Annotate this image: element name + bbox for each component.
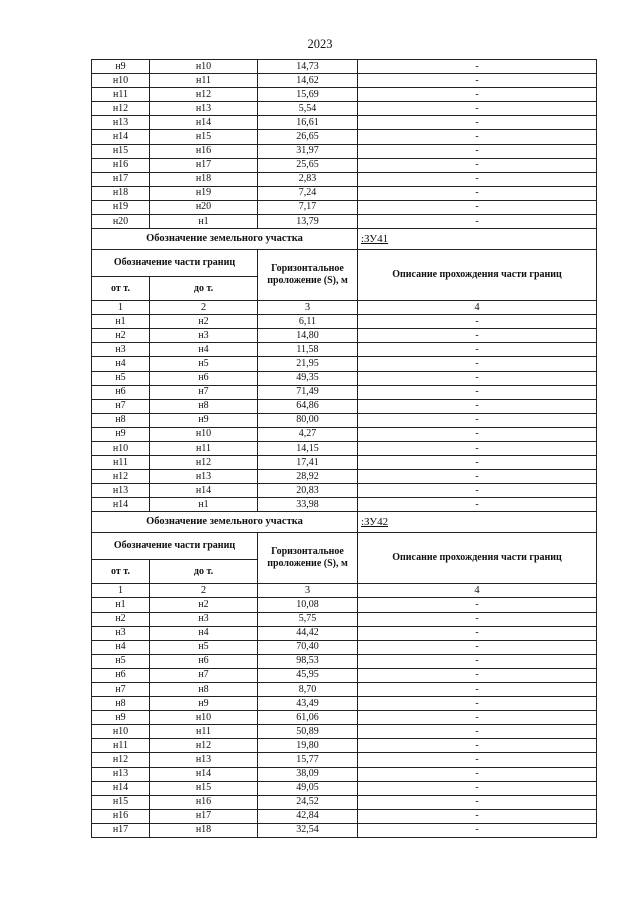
description-cell: -	[358, 781, 597, 795]
table-row	[92, 315, 597, 329]
from-point-cell: н12	[92, 102, 150, 116]
distance-cell: 21,95	[258, 357, 358, 371]
to-point-cell: н5	[150, 357, 258, 371]
distance-cell: 20,83	[258, 484, 358, 498]
horizontal-distance-header: Горизонтальное проложение (S), м	[258, 250, 358, 301]
from-point-cell: н7	[92, 399, 150, 413]
header-row	[92, 250, 597, 277]
page-number: 2023	[307, 37, 333, 51]
from-point-cell: н14	[92, 130, 150, 144]
from-point-cell: н12	[92, 470, 150, 484]
to-point-cell: н7	[150, 385, 258, 399]
table-row	[92, 60, 597, 74]
table-row	[92, 725, 597, 739]
table-row	[92, 74, 597, 88]
distance-cell: 14,62	[258, 74, 358, 88]
from-point-cell: н9	[92, 427, 150, 441]
parcel-title-row	[92, 229, 597, 250]
parcel-title-row	[92, 512, 597, 533]
distance-cell: 26,65	[258, 130, 358, 144]
distance-cell: 33,98	[258, 498, 358, 512]
from-point-cell: н16	[92, 158, 150, 172]
description-cell: -	[358, 74, 597, 88]
to-point-cell: н12	[150, 88, 258, 102]
distance-cell: 2,83	[258, 172, 358, 186]
from-point-cell: н2	[92, 329, 150, 343]
description-header: Описание прохождения части границ	[358, 250, 597, 301]
distance-cell: 31,97	[258, 144, 358, 158]
part-boundary-header: Обозначение части границ	[92, 250, 258, 277]
to-point-cell: н1	[150, 498, 258, 512]
from-point-cell: н5	[92, 371, 150, 385]
from-point-cell: н1	[92, 315, 150, 329]
distance-cell: 38,09	[258, 767, 358, 781]
from-point-cell: н18	[92, 186, 150, 200]
distance-cell: 98,53	[258, 654, 358, 668]
parcel-label: Обозначение земельного участка	[92, 229, 358, 250]
to-point-cell: н18	[150, 172, 258, 186]
to-point-cell: н15	[150, 781, 258, 795]
table-row	[92, 498, 597, 512]
description-cell: -	[358, 683, 597, 697]
to-point-cell: н6	[150, 654, 258, 668]
from-point-cell: н4	[92, 357, 150, 371]
distance-cell: 14,15	[258, 441, 358, 455]
table-row	[92, 823, 597, 837]
to-point-cell: н10	[150, 711, 258, 725]
boundary-table	[91, 59, 597, 838]
distance-cell: 11,58	[258, 343, 358, 357]
description-cell: -	[358, 329, 597, 343]
table-row	[92, 654, 597, 668]
distance-cell: 15,69	[258, 88, 358, 102]
distance-cell: 70,40	[258, 640, 358, 654]
description-cell: -	[358, 144, 597, 158]
to-point-cell: н15	[150, 130, 258, 144]
to-point-cell: н9	[150, 413, 258, 427]
from-point-cell: н14	[92, 781, 150, 795]
description-cell: -	[358, 753, 597, 767]
distance-cell: 17,41	[258, 456, 358, 470]
distance-cell: 24,52	[258, 795, 358, 809]
table-row	[92, 329, 597, 343]
distance-cell: 80,00	[258, 413, 358, 427]
to-point-cell: н2	[150, 315, 258, 329]
to-point-cell: н7	[150, 668, 258, 682]
distance-cell: 14,73	[258, 60, 358, 74]
distance-cell: 4,27	[258, 427, 358, 441]
from-point-cell: н5	[92, 654, 150, 668]
from-point-cell: н8	[92, 697, 150, 711]
description-header: Описание прохождения части границ	[358, 533, 597, 584]
from-point-cell: н17	[92, 172, 150, 186]
table-row	[92, 102, 597, 116]
to-point-cell: н11	[150, 441, 258, 455]
to-point-cell: н11	[150, 74, 258, 88]
distance-cell: 71,49	[258, 385, 358, 399]
table-row	[92, 809, 597, 823]
distance-cell: 15,77	[258, 753, 358, 767]
table-row	[92, 200, 597, 214]
table-row	[92, 186, 597, 200]
table-row	[92, 795, 597, 809]
table-row	[92, 470, 597, 484]
to-point-cell: н6	[150, 371, 258, 385]
table-row	[92, 767, 597, 781]
description-cell: -	[358, 399, 597, 413]
description-cell: -	[358, 413, 597, 427]
distance-cell: 49,05	[258, 781, 358, 795]
distance-cell: 50,89	[258, 725, 358, 739]
description-cell: -	[358, 456, 597, 470]
from-point-cell: н3	[92, 626, 150, 640]
from-point-cell: н11	[92, 456, 150, 470]
part-boundary-header: Обозначение части границ	[92, 533, 258, 560]
distance-cell: 7,17	[258, 200, 358, 214]
from-point-cell: н19	[92, 200, 150, 214]
to-point-cell: н12	[150, 739, 258, 753]
table-row	[92, 456, 597, 470]
from-point-header: от т.	[92, 277, 150, 301]
table-row	[92, 697, 597, 711]
table-row	[92, 399, 597, 413]
distance-cell: 44,42	[258, 626, 358, 640]
distance-cell: 45,95	[258, 668, 358, 682]
table-row	[92, 385, 597, 399]
table-row	[92, 739, 597, 753]
to-point-header: до т.	[150, 560, 258, 584]
description-cell: -	[358, 598, 597, 612]
table-row	[92, 116, 597, 130]
description-cell: -	[358, 823, 597, 837]
column-number: 1	[92, 584, 150, 598]
distance-cell: 64,86	[258, 399, 358, 413]
description-cell: -	[358, 725, 597, 739]
from-point-cell: н10	[92, 441, 150, 455]
to-point-cell: н8	[150, 399, 258, 413]
description-cell: -	[358, 697, 597, 711]
from-point-cell: н14	[92, 498, 150, 512]
from-point-cell: н10	[92, 725, 150, 739]
table-row	[92, 88, 597, 102]
description-cell: -	[358, 795, 597, 809]
distance-cell: 8,70	[258, 683, 358, 697]
distance-cell: 5,75	[258, 612, 358, 626]
to-point-cell: н5	[150, 640, 258, 654]
description-cell: -	[358, 88, 597, 102]
column-number: 2	[150, 301, 258, 315]
to-point-cell: н12	[150, 456, 258, 470]
from-point-header: от т.	[92, 560, 150, 584]
to-point-cell: н2	[150, 598, 258, 612]
description-cell: -	[358, 116, 597, 130]
description-cell: -	[358, 668, 597, 682]
table-row	[92, 753, 597, 767]
description-cell: -	[358, 427, 597, 441]
description-cell: -	[358, 640, 597, 654]
column-number: 2	[150, 584, 258, 598]
table-row	[92, 343, 597, 357]
description-cell: -	[358, 711, 597, 725]
from-point-cell: н15	[92, 144, 150, 158]
description-cell: -	[358, 739, 597, 753]
table-row	[92, 371, 597, 385]
to-point-cell: н13	[150, 470, 258, 484]
to-point-cell: н10	[150, 60, 258, 74]
table-row	[92, 144, 597, 158]
from-point-cell: н13	[92, 484, 150, 498]
description-cell: -	[358, 102, 597, 116]
distance-cell: 19,80	[258, 739, 358, 753]
description-cell: -	[358, 215, 597, 229]
to-point-cell: н3	[150, 329, 258, 343]
description-cell: -	[358, 315, 597, 329]
to-point-cell: н14	[150, 484, 258, 498]
description-cell: -	[358, 200, 597, 214]
distance-cell: 6,11	[258, 315, 358, 329]
boundary-table-body	[92, 60, 597, 838]
to-point-cell: н10	[150, 427, 258, 441]
description-cell: -	[358, 484, 597, 498]
from-point-cell: н9	[92, 711, 150, 725]
description-cell: -	[358, 470, 597, 484]
description-cell: -	[358, 172, 597, 186]
to-point-cell: н11	[150, 725, 258, 739]
table-row	[92, 626, 597, 640]
from-point-cell: н9	[92, 60, 150, 74]
table-row	[92, 640, 597, 654]
column-number: 1	[92, 301, 150, 315]
table-row	[92, 598, 597, 612]
from-point-cell: н12	[92, 753, 150, 767]
distance-cell: 13,79	[258, 215, 358, 229]
table-row	[92, 172, 597, 186]
description-cell: -	[358, 654, 597, 668]
column-number: 3	[258, 584, 358, 598]
from-point-cell: н11	[92, 88, 150, 102]
distance-cell: 49,35	[258, 371, 358, 385]
to-point-cell: н20	[150, 200, 258, 214]
distance-cell: 16,61	[258, 116, 358, 130]
distance-cell: 14,80	[258, 329, 358, 343]
to-point-cell: н1	[150, 215, 258, 229]
column-number-row	[92, 301, 597, 315]
distance-cell: 5,54	[258, 102, 358, 116]
to-point-cell: н13	[150, 102, 258, 116]
from-point-cell: н3	[92, 343, 150, 357]
to-point-cell: н17	[150, 809, 258, 823]
cadastral-number: :ЗУ41	[358, 229, 597, 250]
table-row	[92, 158, 597, 172]
description-cell: -	[358, 441, 597, 455]
description-cell: -	[358, 385, 597, 399]
header-row	[92, 533, 597, 560]
table-row	[92, 427, 597, 441]
to-point-cell: н18	[150, 823, 258, 837]
description-cell: -	[358, 158, 597, 172]
description-cell: -	[358, 357, 597, 371]
distance-cell: 25,65	[258, 158, 358, 172]
description-cell: -	[358, 343, 597, 357]
from-point-cell: н4	[92, 640, 150, 654]
table-row	[92, 668, 597, 682]
from-point-cell: н2	[92, 612, 150, 626]
to-point-cell: н16	[150, 795, 258, 809]
description-cell: -	[358, 612, 597, 626]
description-cell: -	[358, 626, 597, 640]
table-row	[92, 781, 597, 795]
table-row	[92, 711, 597, 725]
table-row	[92, 683, 597, 697]
parcel-label: Обозначение земельного участка	[92, 512, 358, 533]
description-cell: -	[358, 809, 597, 823]
description-cell: -	[358, 186, 597, 200]
to-point-cell: н14	[150, 116, 258, 130]
from-point-cell: н13	[92, 116, 150, 130]
distance-cell: 32,54	[258, 823, 358, 837]
to-point-cell: н4	[150, 626, 258, 640]
to-point-cell: н19	[150, 186, 258, 200]
table-row	[92, 484, 597, 498]
description-cell: -	[358, 371, 597, 385]
column-number: 4	[358, 301, 597, 315]
from-point-cell: н11	[92, 739, 150, 753]
table-row	[92, 441, 597, 455]
to-point-cell: н9	[150, 697, 258, 711]
from-point-cell: н1	[92, 598, 150, 612]
description-cell: -	[358, 767, 597, 781]
from-point-cell: н13	[92, 767, 150, 781]
distance-cell: 10,08	[258, 598, 358, 612]
column-number: 4	[358, 584, 597, 598]
distance-cell: 42,84	[258, 809, 358, 823]
to-point-header: до т.	[150, 277, 258, 301]
from-point-cell: н6	[92, 668, 150, 682]
column-number-row	[92, 584, 597, 598]
to-point-cell: н13	[150, 753, 258, 767]
table-row	[92, 357, 597, 371]
from-point-cell: н17	[92, 823, 150, 837]
from-point-cell: н20	[92, 215, 150, 229]
table-row	[92, 215, 597, 229]
to-point-cell: н16	[150, 144, 258, 158]
to-point-cell: н8	[150, 683, 258, 697]
description-cell: -	[358, 130, 597, 144]
from-point-cell: н7	[92, 683, 150, 697]
distance-cell: 28,92	[258, 470, 358, 484]
cadastral-number: :ЗУ42	[358, 512, 597, 533]
from-point-cell: н6	[92, 385, 150, 399]
distance-cell: 43,49	[258, 697, 358, 711]
from-point-cell: н10	[92, 74, 150, 88]
from-point-cell: н8	[92, 413, 150, 427]
to-point-cell: н3	[150, 612, 258, 626]
to-point-cell: н4	[150, 343, 258, 357]
column-number: 3	[258, 301, 358, 315]
table-row	[92, 612, 597, 626]
distance-cell: 61,06	[258, 711, 358, 725]
table-row	[92, 130, 597, 144]
from-point-cell: н16	[92, 809, 150, 823]
description-cell: -	[358, 498, 597, 512]
horizontal-distance-header: Горизонтальное проложение (S), м	[258, 533, 358, 584]
to-point-cell: н17	[150, 158, 258, 172]
to-point-cell: н14	[150, 767, 258, 781]
description-cell: -	[358, 60, 597, 74]
from-point-cell: н15	[92, 795, 150, 809]
table-row	[92, 413, 597, 427]
distance-cell: 7,24	[258, 186, 358, 200]
